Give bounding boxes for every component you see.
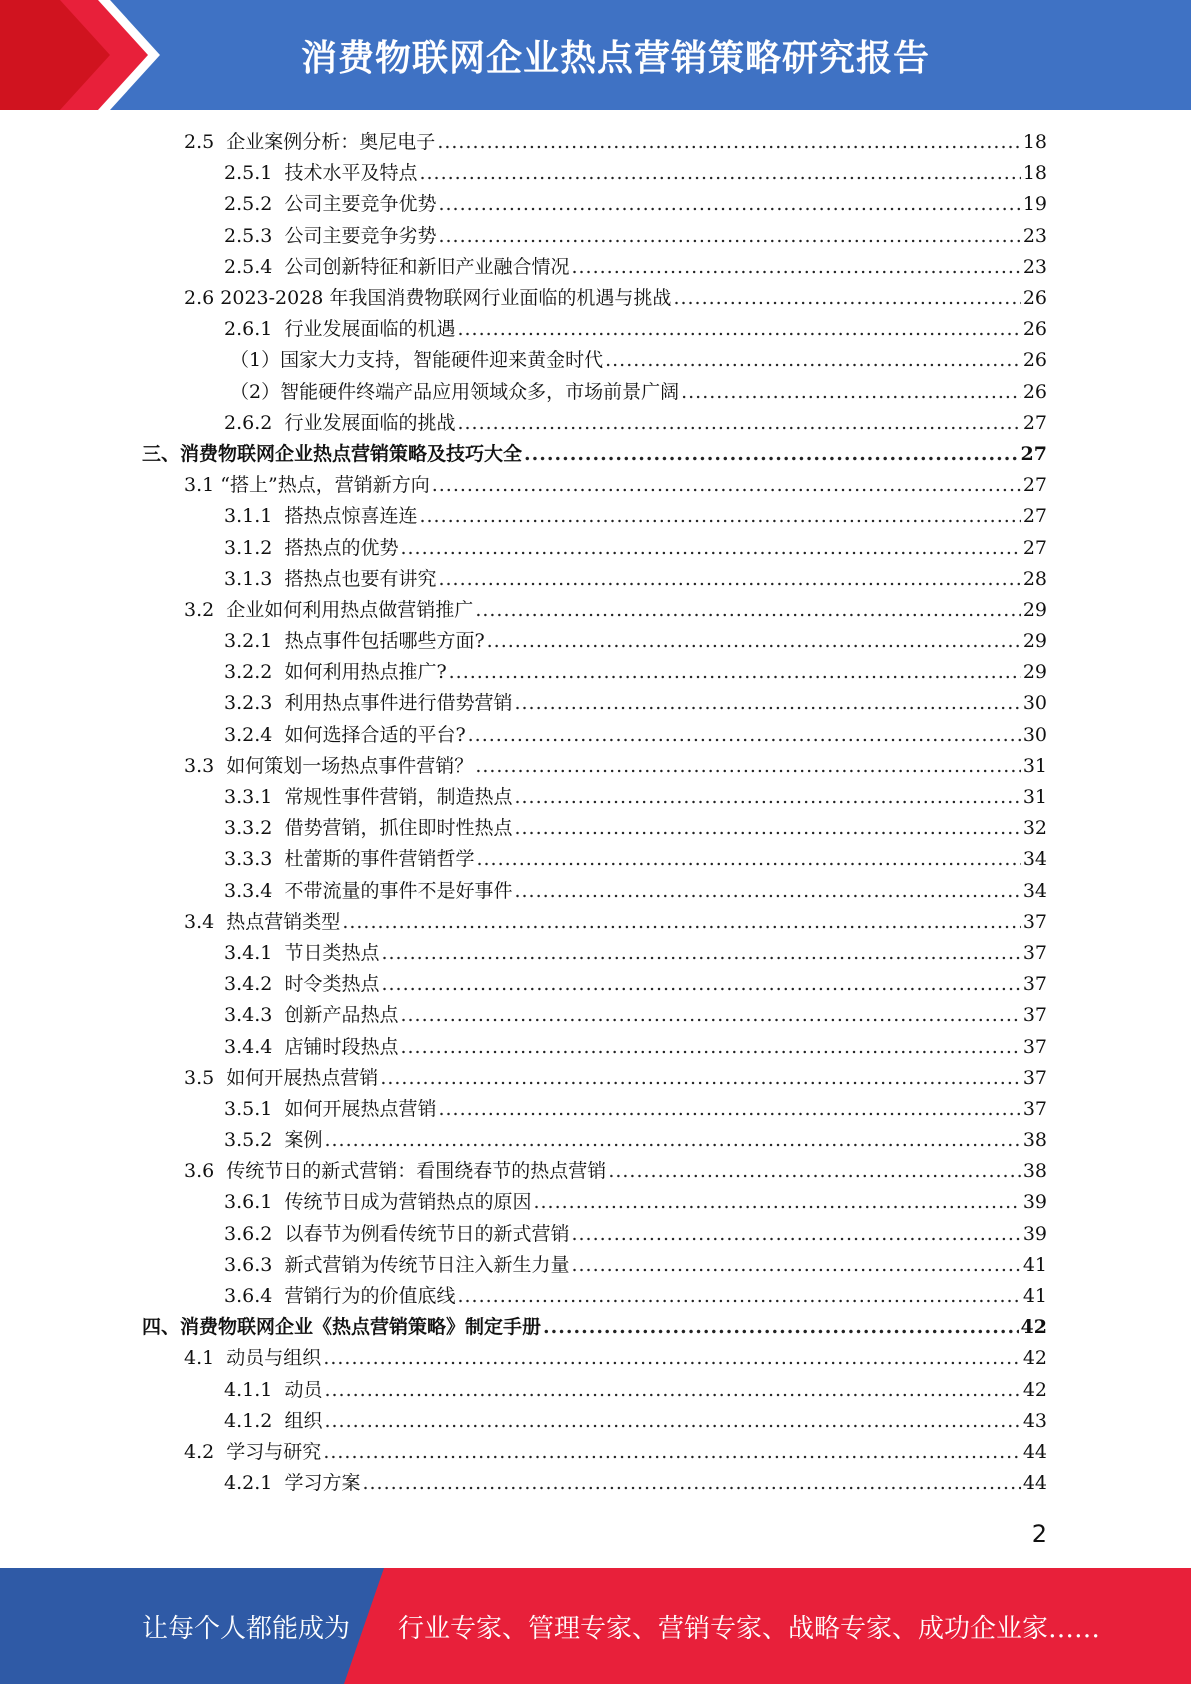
toc-entry-page: 26 <box>1022 349 1047 372</box>
toc-entry-number: 3.6.1 <box>224 1191 285 1214</box>
toc-entry-number: 3.5.1 <box>224 1097 285 1120</box>
toc-entry-title: 动员与组织 <box>226 1347 322 1370</box>
toc-entry[interactable] <box>0 1063 1191 1094</box>
toc-entry-number: 4.1.1 <box>224 1378 285 1401</box>
toc-entry-title: 节日类热点 <box>284 941 380 964</box>
toc-dot-leader <box>514 788 1020 807</box>
toc-entry-title: 传统节日成为营销热点的原因 <box>284 1191 532 1214</box>
toc-entry-page: 39 <box>1022 1191 1047 1214</box>
footer-slogan-left: 让每个人都能成为 <box>142 1613 351 1644</box>
toc-entry-number: 3.2 <box>184 598 227 621</box>
toc-entry-page: 37 <box>1022 973 1047 996</box>
toc-entry[interactable] <box>0 221 1191 252</box>
toc-entry-title: 学习与研究 <box>226 1440 322 1463</box>
toc-entry[interactable] <box>0 688 1191 719</box>
toc-dot-leader <box>673 289 1020 308</box>
toc-entry[interactable] <box>0 1125 1191 1156</box>
toc-entry-page: 19 <box>1022 193 1047 216</box>
toc-dot-leader <box>449 663 1021 682</box>
report-title: 消费物联网企业热点营销策略研究报告 <box>300 37 930 79</box>
toc-entry-page: 34 <box>1022 848 1047 871</box>
toc-entry[interactable] <box>0 532 1191 563</box>
toc-dot-leader <box>380 1069 1021 1088</box>
toc-entry-page: 29 <box>1022 661 1047 684</box>
toc-entry-page: 31 <box>1022 754 1047 777</box>
toc-entry-number: 3.2.1 <box>224 630 285 653</box>
toc-entry-title: 学习方案 <box>284 1472 361 1495</box>
toc-entry-title: 搭热点也要有讲究 <box>284 567 437 590</box>
toc-entry[interactable] <box>0 439 1191 470</box>
toc-entry[interactable] <box>0 876 1191 907</box>
toc-dot-leader <box>605 351 1021 370</box>
toc-dot-leader <box>419 164 1020 183</box>
toc-entry-number: 3.2.2 <box>224 661 285 684</box>
toc-entry-number: 4.1 <box>184 1347 227 1370</box>
page-header <box>0 0 1191 110</box>
toc-entry-number: 3.3.1 <box>224 786 285 809</box>
toc-entry-title: 如何选择合适的平台? <box>284 723 466 746</box>
toc-dot-leader <box>608 1162 1021 1181</box>
toc-entry-number: 3.5 <box>184 1066 227 1089</box>
toc-dot-leader <box>475 757 1021 776</box>
toc-entry-title: 如何开展热点营销 <box>226 1066 379 1089</box>
toc-entry-title: 创新产品热点 <box>284 1004 399 1027</box>
toc-entry[interactable] <box>0 1406 1191 1437</box>
toc-entry-page: 38 <box>1022 1129 1047 1152</box>
toc-entry-number: 3.4 <box>184 910 227 933</box>
toc-entry-number: 3.1 <box>184 474 221 497</box>
toc-entry[interactable] <box>0 626 1191 657</box>
page-number: 2 <box>1031 1520 1047 1548</box>
toc-entry-title: 四、消费物联网企业《热点营销策略》制定手册 <box>142 1316 542 1339</box>
toc-entry-number: 3.1.2 <box>224 536 285 559</box>
toc-dot-leader <box>524 445 1019 464</box>
toc-entry-number: 2.5.4 <box>224 255 285 278</box>
toc-entry[interactable] <box>0 189 1191 220</box>
toc-entry-title: 如何利用热点推广? <box>284 661 447 684</box>
toc-entry-title: 不带流量的事件不是好事件 <box>284 879 513 902</box>
toc-dot-leader <box>323 1349 1021 1368</box>
toc-entry-page: 37 <box>1022 1035 1047 1058</box>
toc-dot-leader <box>381 944 1020 963</box>
toc-entry[interactable] <box>0 844 1191 875</box>
toc-dot-leader <box>362 1474 1020 1493</box>
toc-entry-title: 店铺时段热点 <box>284 1035 399 1058</box>
toc-entry[interactable] <box>0 1468 1191 1499</box>
toc-entry-page: 27 <box>1022 411 1047 434</box>
toc-entry-title: 企业案例分析：奥尼电子 <box>226 131 436 154</box>
toc-entry[interactable] <box>0 345 1191 376</box>
toc-entry-number: 3.1.1 <box>224 505 285 528</box>
toc-dot-leader <box>438 227 1020 246</box>
toc-entry-title: 营销行为的价值底线 <box>284 1285 456 1308</box>
toc-entry[interactable] <box>0 1375 1191 1406</box>
toc-entry-title: 动员 <box>284 1378 323 1401</box>
toc-entry-page: 43 <box>1022 1409 1047 1432</box>
toc-entry-number: 3.1.3 <box>224 567 285 590</box>
toc-entry-title: 案例 <box>284 1129 323 1152</box>
toc-entry[interactable] <box>0 813 1191 844</box>
toc-entry-page: 37 <box>1022 910 1047 933</box>
toc-entry-page: 26 <box>1022 318 1047 341</box>
toc-entry-title: 技术水平及特点 <box>284 162 418 185</box>
header-red-arrow-decoration <box>0 0 160 110</box>
toc-entry-page: 42 <box>1022 1347 1047 1370</box>
toc-entry[interactable] <box>0 720 1191 751</box>
toc-entry-number: 3.5.2 <box>224 1129 285 1152</box>
toc-entry-title: 三、消费物联网企业热点营销策略及技巧大全 <box>142 442 523 465</box>
toc-entry-number: 3.4.1 <box>224 941 285 964</box>
toc-entry-title: 公司创新特征和新旧产业融合情况 <box>284 255 570 278</box>
toc-dot-leader <box>438 1100 1020 1119</box>
toc-entry[interactable] <box>0 751 1191 782</box>
toc-entry[interactable] <box>0 470 1191 501</box>
toc-dot-leader <box>323 1443 1021 1462</box>
toc-dot-leader <box>438 195 1020 214</box>
toc-entry[interactable] <box>0 252 1191 283</box>
toc-entry-title: 传统节日的新式营销：看围绕春节的热点营销 <box>226 1160 607 1183</box>
toc-dot-leader <box>468 726 1021 745</box>
toc-entry-title: 以春节为例看传统节日的新式营销 <box>284 1222 570 1245</box>
toc-entry-page: 27 <box>1022 536 1047 559</box>
toc-entry-page: 37 <box>1022 941 1047 964</box>
toc-entry[interactable] <box>0 1000 1191 1031</box>
toc-entry-page: 41 <box>1022 1253 1047 1276</box>
toc-entry-page: 37 <box>1022 1066 1047 1089</box>
toc-entry-title: 搭热点的优势 <box>284 536 399 559</box>
toc-entry[interactable] <box>0 1219 1191 1250</box>
toc-entry-page: 26 <box>1022 287 1047 310</box>
toc-entry-page: 26 <box>1022 380 1047 403</box>
toc-entry-page: 38 <box>1022 1160 1047 1183</box>
toc-dot-leader <box>342 913 1021 932</box>
toc-entry-page: 41 <box>1022 1285 1047 1308</box>
toc-entry-page: 37 <box>1022 1004 1047 1027</box>
toc-dot-leader <box>457 1287 1020 1306</box>
toc-entry-number: 3.4.2 <box>224 973 285 996</box>
toc-dot-leader <box>438 570 1020 589</box>
toc-entry[interactable] <box>0 1187 1191 1218</box>
toc-dot-leader <box>571 1225 1020 1244</box>
toc-dot-leader <box>400 1006 1020 1025</box>
toc-entry-page: 29 <box>1022 598 1047 621</box>
toc-entry-title: 利用热点事件进行借势营销 <box>284 692 513 715</box>
toc-entry-title: 行业发展面临的挑战 <box>284 411 456 434</box>
toc-entry-title: 如何策划一场热点事件营销？ <box>226 754 474 777</box>
toc-entry-page: 44 <box>1022 1472 1047 1495</box>
toc-entry[interactable] <box>0 314 1191 345</box>
toc-entry[interactable] <box>0 1031 1191 1062</box>
toc-dot-leader <box>543 1318 1019 1337</box>
toc-entry[interactable] <box>0 1343 1191 1374</box>
toc-entry-page: 30 <box>1022 692 1047 715</box>
toc-entry-title: 新式营销为传统节日注入新生力量 <box>284 1253 570 1276</box>
toc-dot-leader <box>571 258 1020 277</box>
toc-entry-page: 28 <box>1022 567 1047 590</box>
table-of-contents <box>0 127 1191 1499</box>
toc-entry[interactable] <box>0 127 1191 158</box>
toc-entry-number: 3.2.3 <box>224 692 285 715</box>
page-footer <box>0 1568 1191 1684</box>
toc-dot-leader <box>437 133 1021 152</box>
toc-entry-title: 搭热点惊喜连连 <box>284 505 418 528</box>
toc-dot-leader <box>476 850 1020 869</box>
toc-entry-page: 23 <box>1022 255 1047 278</box>
toc-entry[interactable] <box>0 907 1191 938</box>
toc-entry[interactable] <box>0 1281 1191 1312</box>
toc-entry-title: 热点营销类型 <box>226 910 341 933</box>
toc-entry-title: 公司主要竞争劣势 <box>284 224 437 247</box>
toc-entry-page: 42 <box>1020 1316 1047 1339</box>
toc-entry[interactable] <box>0 782 1191 813</box>
toc-entry-number: 3.6.4 <box>224 1285 285 1308</box>
toc-entry-number: 3.3.4 <box>224 879 285 902</box>
toc-entry-number: 3.6 <box>184 1160 227 1183</box>
toc-dot-leader <box>514 882 1020 901</box>
toc-entry[interactable] <box>0 1437 1191 1468</box>
toc-entry-number: 2.6.1 <box>224 318 285 341</box>
toc-dot-leader <box>475 601 1021 620</box>
toc-entry[interactable] <box>0 938 1191 969</box>
toc-entry[interactable] <box>0 1094 1191 1125</box>
toc-entry[interactable] <box>0 657 1191 688</box>
toc-entry-page: 42 <box>1022 1378 1047 1401</box>
toc-entry-number: 2.6.2 <box>224 411 285 434</box>
toc-entry-number: 3.3.3 <box>224 848 285 871</box>
toc-entry[interactable] <box>0 283 1191 314</box>
toc-entry-number: 3.6.2 <box>224 1222 285 1245</box>
toc-entry-title: 热点事件包括哪些方面? <box>284 630 485 653</box>
toc-entry-title: 企业如何利用热点做营销推广 <box>226 598 474 621</box>
toc-entry[interactable] <box>0 969 1191 1000</box>
toc-entry-number: 4.2.1 <box>224 1472 285 1495</box>
toc-entry-number: 2.5 <box>184 131 227 154</box>
toc-entry-number: 3.4.4 <box>224 1035 285 1058</box>
toc-entry-page: 44 <box>1022 1440 1047 1463</box>
toc-dot-leader <box>487 632 1021 651</box>
toc-entry-number: 2.6 <box>184 287 221 310</box>
toc-entry-page: 34 <box>1022 879 1047 902</box>
toc-entry[interactable] <box>0 377 1191 408</box>
toc-entry-page: 27 <box>1022 474 1047 497</box>
toc-entry[interactable] <box>0 1156 1191 1187</box>
toc-entry-number: 2.5.2 <box>224 193 285 216</box>
toc-entry-title: 借势营销，抓住即时性热点 <box>284 817 513 840</box>
toc-dot-leader <box>324 1412 1020 1431</box>
toc-entry-page: 27 <box>1022 505 1047 528</box>
toc-entry-title: 公司主要竞争优势 <box>284 193 437 216</box>
toc-entry-title: （1）国家大力支持，智能硬件迎来黄金时代 <box>230 349 604 372</box>
toc-dot-leader <box>457 414 1020 433</box>
toc-entry-number: 3.4.3 <box>224 1004 285 1027</box>
toc-entry-page: 37 <box>1022 1097 1047 1120</box>
toc-entry-page: 27 <box>1020 442 1047 465</box>
toc-entry[interactable] <box>0 1312 1191 1343</box>
toc-dot-leader <box>533 1193 1020 1212</box>
toc-entry-page: 29 <box>1022 630 1047 653</box>
footer-slogan-right: 行业专家、管理专家、营销专家、战略专家、成功企业家…… <box>398 1613 1101 1644</box>
toc-entry-number: 3.6.3 <box>224 1253 285 1276</box>
toc-entry-page: 18 <box>1022 162 1047 185</box>
toc-dot-leader <box>432 476 1021 495</box>
toc-entry-title: 行业发展面临的机遇 <box>284 318 456 341</box>
toc-entry-title: 组织 <box>284 1409 323 1432</box>
toc-entry-number: 4.1.2 <box>224 1409 285 1432</box>
toc-entry-number: 4.2 <box>184 1440 227 1463</box>
toc-dot-leader <box>514 694 1020 713</box>
toc-entry-number: 2.5.1 <box>224 162 285 185</box>
toc-entry-title: 常规性事件营销，制造热点 <box>284 786 513 809</box>
toc-entry-page: 23 <box>1022 224 1047 247</box>
toc-dot-leader <box>457 320 1020 339</box>
toc-entry-number: 3.3.2 <box>224 817 285 840</box>
toc-entry-page: 32 <box>1022 817 1047 840</box>
toc-dot-leader <box>400 539 1020 558</box>
toc-entry[interactable] <box>0 1250 1191 1281</box>
toc-entry-number: 3.2.4 <box>224 723 285 746</box>
toc-entry-title: 2023-2028 年我国消费物联网行业面临的机遇与挑战 <box>220 287 672 310</box>
toc-entry-page: 18 <box>1022 131 1047 154</box>
toc-entry[interactable] <box>0 408 1191 439</box>
toc-entry-title: 时令类热点 <box>284 973 380 996</box>
toc-entry[interactable] <box>0 595 1191 626</box>
toc-entry-title: （2）智能硬件终端产品应用领域众多，市场前景广阔 <box>230 380 680 403</box>
toc-entry-title: 如何开展热点营销 <box>284 1097 437 1120</box>
toc-dot-leader <box>324 1131 1020 1150</box>
toc-dot-leader <box>681 383 1021 402</box>
toc-entry-number: 2.5.3 <box>224 224 285 247</box>
toc-dot-leader <box>400 1038 1020 1057</box>
toc-entry-page: 30 <box>1022 723 1047 746</box>
toc-entry-title: “搭上”热点，营销新方向 <box>220 474 430 497</box>
toc-entry-number: 3.3 <box>184 754 227 777</box>
toc-dot-leader <box>381 975 1020 994</box>
toc-dot-leader <box>324 1381 1020 1400</box>
toc-dot-leader <box>514 819 1020 838</box>
toc-entry-page: 39 <box>1022 1222 1047 1245</box>
toc-entry-page: 31 <box>1022 786 1047 809</box>
toc-dot-leader <box>419 507 1020 526</box>
toc-entry[interactable] <box>0 564 1191 595</box>
toc-entry-title: 杜蕾斯的事件营销哲学 <box>284 848 475 871</box>
toc-dot-leader <box>571 1256 1020 1275</box>
toc-entry[interactable] <box>0 158 1191 189</box>
toc-entry[interactable] <box>0 501 1191 532</box>
